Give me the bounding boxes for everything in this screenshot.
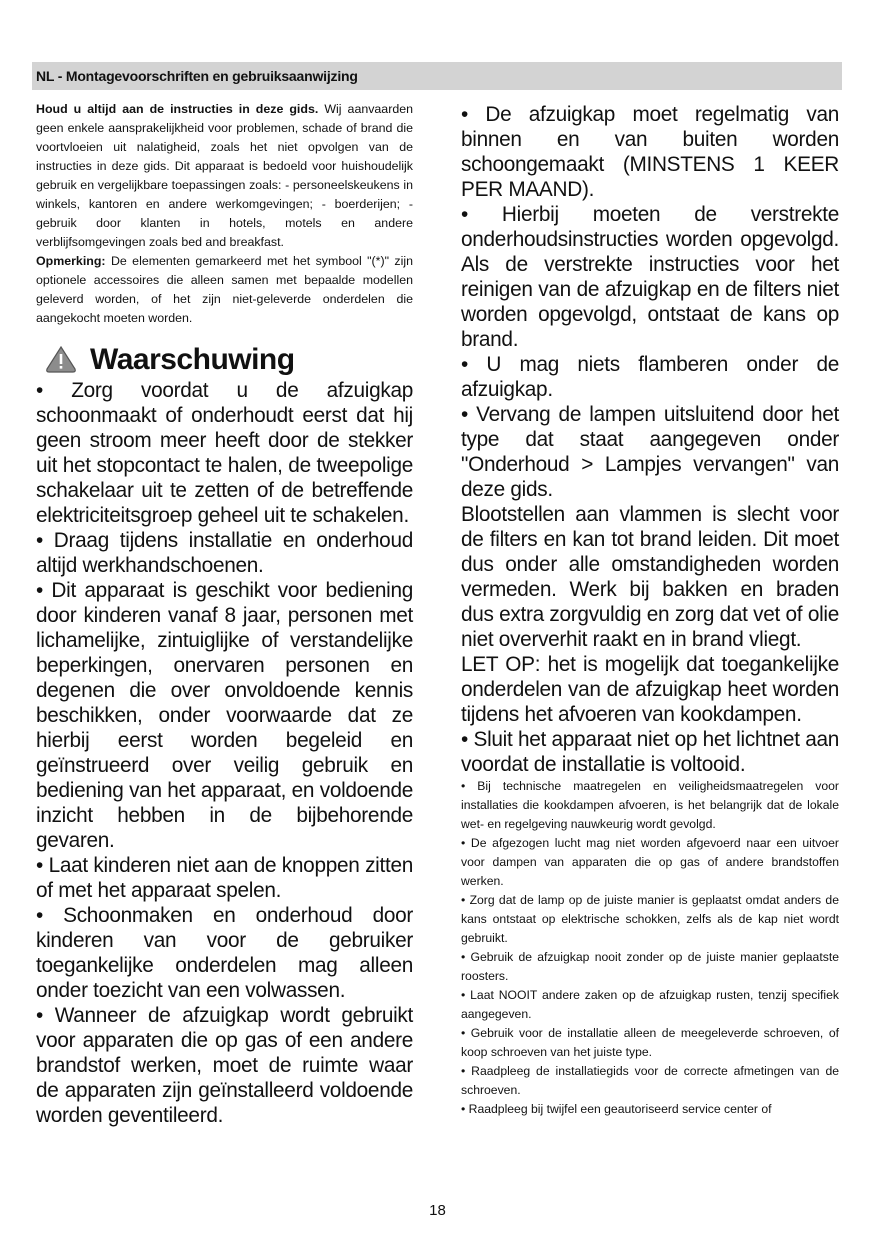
list-item: Blootstellen aan vlammen is slecht voor de filters en kan tot brand leiden. Dit moet dus onder alle omstandigheden worden vermeden. Werk bij bakken en braden dus extra zorgvuldig en zorg dat vet of olie niet oververhit raakt en in brand vliegt. <box>461 503 839 651</box>
list-item: • Zorg voordat u de afzuigkap schoonmaakt of onderhoudt eerst dat hij geen stroom meer heeft door de stekker uit het stopcontact te halen, de tweepolige schakelaar uit te zetten of de betreffende elektriciteitsgroep geheel uit te schakelen. <box>36 379 413 527</box>
warning-triangle-icon <box>44 343 78 377</box>
intro-paragraph <box>36 100 413 252</box>
intro-text: Wij aanvaarden geen enkele aansprakelijkheid voor problemen, schade of brand die voortvloeien uit nalatigheid, zoals het niet opvolgen van de instructies in deze gids. Dit apparaat is bedoeld voor huishoudelijk gebruik en vergelijkbare toepassingen zoals: - personeelskeukens in winkels, kantoren en andere werkomgevingen; - boerderijen; - gebruik door klanten in hotels, motels en andere verblijfsomgevingen zoals bed and breakfast. <box>36 102 413 249</box>
list-item: • De afzuigkap moet regelmatig van binnen en van buiten worden schoongemaakt (MINSTENS 1 KEER PER MAAND). <box>461 103 839 201</box>
small-list-item: • Laat NOOIT andere zaken op de afzuigkap rusten, tenzij specifiek aangegeven. <box>461 988 839 1021</box>
small-list-item: • Gebruik voor de installatie alleen de meegeleverde schroeven, of koop schroeven van het juiste type. <box>461 1026 839 1059</box>
note-label: Opmerking: <box>36 254 106 268</box>
list-item: • Schoonmaken en onderhoud door kinderen van voor de gebruiker toegankelijke onderdelen mag alleen onder toezicht van een volwassen. <box>36 904 413 1002</box>
note-text: De elementen gemarkeerd met het symbool "(*)" zijn optionele accessoires die alleen samen met bepaalde modellen geleverd worden, of het zijn niet-geleverde onderdelen die aangekocht moeten worden. <box>36 254 413 325</box>
small-list-item: • Gebruik de afzuigkap nooit zonder op de juiste manier geplaatste roosters. <box>461 950 839 983</box>
small-list-item: • Zorg dat de lamp op de juiste manier is geplaatst omdat anders de kans ontstaat op elektrische schokken, zelfs als de kap niet wordt gebruikt. <box>461 893 839 945</box>
small-list-item: • Raadpleeg de installatiegids voor de correcte afmetingen van de schroeven. <box>461 1064 839 1097</box>
right-column <box>461 100 839 1119</box>
list-item: • Laat kinderen niet aan de knoppen zitten of met het apparaat spelen. <box>36 854 413 902</box>
header-title: NL - Montagevoorschriften en gebruiksaanwijzing <box>36 68 358 84</box>
note-paragraph <box>36 252 413 328</box>
small-list-item: • De afgezogen lucht mag niet worden afgevoerd naar een uitvoer voor dampen van apparaten die op gas of andere brandstoffen werken. <box>461 836 839 888</box>
small-list-item: • Raadpleeg bij twijfel een geautoriseerd service center of <box>461 1102 772 1116</box>
list-item: • U mag niets flamberen onder de afzuigkap. <box>461 353 839 401</box>
list-item: • Hierbij moeten de verstrekte onderhoudsinstructies worden opgevolgd. Als de verstrekte instructies voor het reinigen van de afzuigkap en de filters niet worden opgevolgd, ontstaat de kans op brand. <box>461 203 839 351</box>
list-item: LET OP: het is mogelijk dat toegankelijke onderdelen van de afzuigkap heet worden tijdens het afvoeren van kookdampen. <box>461 653 839 726</box>
list-item: • Dit apparaat is geschikt voor bediening door kinderen vanaf 8 jaar, personen met lichamelijke, zintuiglijke of verstandelijke beperkingen, onervaren personen en degenen die over onvoldoende kennis beschikken, onder voorwaarde dat ze hierbij eerst worden begeleid en geïnstrueerd over veilig gebruik en bediening van het apparaat, en voldoende inzicht hebben in de bijbehorende gevaren. <box>36 579 413 852</box>
list-item: • Vervang de lampen uitsluitend door het type dat staat aangegeven onder "Onderhoud > Lampjes vervangen" van deze gids. <box>461 403 839 501</box>
intro-bold-lead: Houd u altijd aan de instructies in deze gids. <box>36 102 319 116</box>
warning-title: Waarschuwing <box>90 343 295 376</box>
page-number: 18 <box>429 1202 446 1219</box>
list-item: • Draag tijdens installatie en onderhoud altijd werkhandschoenen. <box>36 529 413 577</box>
left-column <box>36 100 413 1128</box>
list-item: • Sluit het apparaat niet op het lichtnet aan voordat de installatie is voltooid. <box>461 728 839 776</box>
warning-heading <box>36 342 413 378</box>
page-header <box>32 62 842 90</box>
small-list-item: • Bij technische maatregelen en veiligheidsmaatregelen voor installaties die kookdampen afvoeren, is het belangrijk dat de lokale wet- en regelgeving nauwkeurig wordt gevolgd. <box>461 779 839 831</box>
list-item: • Wanneer de afzuigkap wordt gebruikt voor apparaten die op gas of een andere brandstof werken, moet de ruimte waar de apparaten zijn geïnstalleerd voldoende worden geventileerd. <box>36 1004 413 1127</box>
